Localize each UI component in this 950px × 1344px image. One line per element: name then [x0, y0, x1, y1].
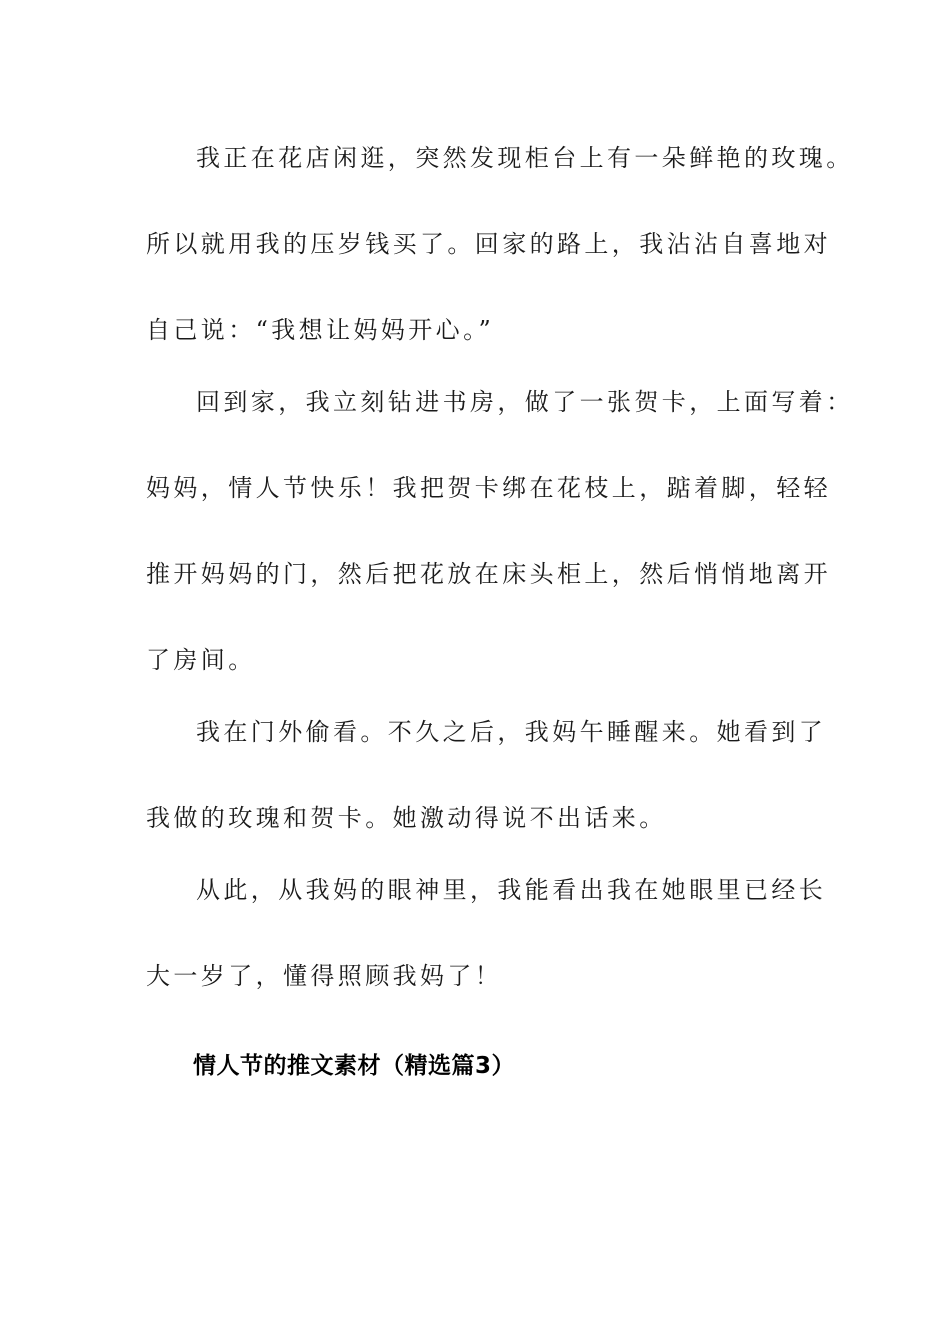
paragraph-line: 我在门外偷看。不久之后，我妈午睡醒来。她看到了 — [196, 718, 827, 746]
paragraph-line: 回到家，我立刻钻进书房，做了一张贺卡，上面写着： — [196, 388, 854, 416]
paragraph-line: 自己说：“我想让妈妈开心。” — [146, 316, 495, 344]
paragraph-line: 所以就用我的压岁钱买了。回家的路上，我沾沾自喜地对 — [146, 230, 831, 258]
paragraph-line: 大一岁了，懂得照顾我妈了！ — [146, 962, 503, 990]
paragraph-line: 我做的玫瑰和贺卡。她激动得说不出话来。 — [146, 804, 667, 832]
paragraph-line: 了房间。 — [146, 646, 256, 674]
section-heading: 情人节的推文素材（精选篇3） — [193, 1053, 516, 1079]
paragraph-line: 妈妈，情人节快乐！我把贺卡绑在花枝上，踮着脚，轻轻 — [146, 474, 831, 502]
paragraph-line: 从此，从我妈的眼神里，我能看出我在她眼里已经长 — [196, 876, 827, 904]
paragraph-line: 我正在花店闲逛，突然发现柜台上有一朵鲜艳的玫瑰。 — [196, 144, 854, 172]
paragraph-line: 推开妈妈的门，然后把花放在床头柜上，然后悄悄地离开 — [146, 560, 831, 588]
